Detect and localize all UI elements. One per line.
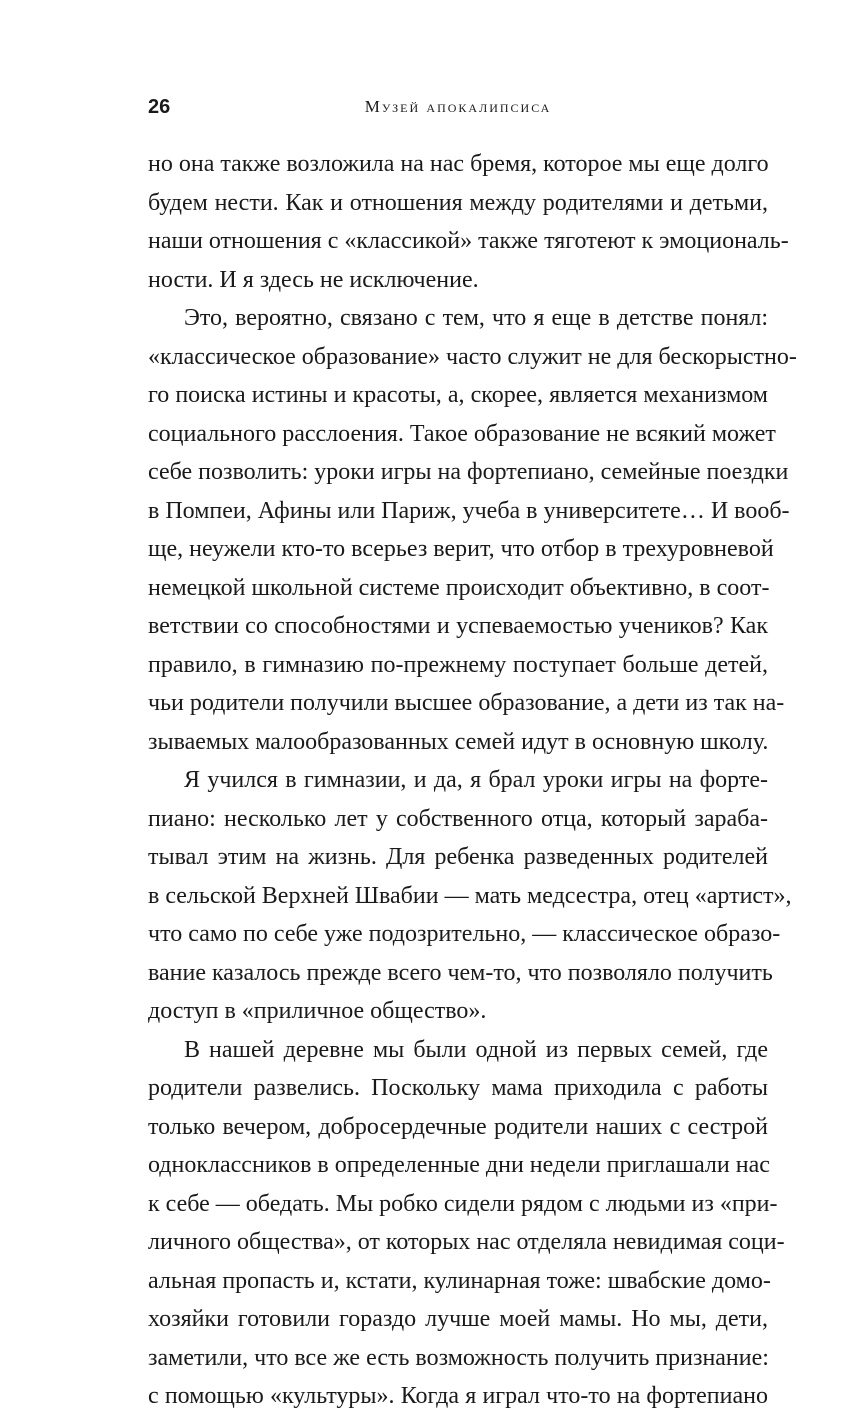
text-line: к себе — обедать. Мы робко сидели рядом с людьми из «при- [148, 1190, 778, 1217]
text-line: личного общества», от которых нас отделяла невидимая соци- [148, 1229, 785, 1255]
running-title: Музей апокалипсиса [364, 97, 552, 116]
text-line: немецкой школьной системе происходит объективно, в соот- [148, 574, 770, 601]
text-line: пиано: несколько лет у собственного отца, который зараба- [148, 805, 768, 832]
text-line: социального расслоения. Такое образование не всякий может [148, 420, 776, 447]
text-line: одноклассников в определенные дни недели приглашали нас [148, 1152, 770, 1178]
text-line: наши отношения с «классикой» также тяготеют к эмоциональ- [148, 228, 789, 254]
text-line: заметили, что все же есть возможность получить признание: [148, 1344, 769, 1371]
text-line: альная пропасть и, кстати, кулинарная тоже: швабские домо- [148, 1267, 771, 1294]
text-line: «классическое образование» часто служит не для бескорыстно- [148, 343, 797, 370]
text-line: только вечером, добросердечные родители наших с сестрой [148, 1113, 768, 1140]
text-line: но она также возложила на нас бремя, которое мы еще долго [148, 151, 769, 177]
text-line: ще, неужели кто-то всерьез верит, что отбор в трехуровневой [148, 536, 774, 562]
paragraph-first-line: Это, вероятно, связано с тем, что я еще в детстве понял: [184, 305, 768, 331]
text-line: вание казалось прежде всего чем-то, что позволяло получить [148, 959, 773, 986]
text-line: себе позволить: уроки игры на фортепиано, семейные поездки [148, 459, 789, 485]
paragraph-first-line: Я учился в гимназии, и да, я брал уроки игры на форте- [184, 767, 768, 793]
text-line: в Помпеи, Афины или Париж, учеба в университете… И вооб- [148, 497, 790, 524]
text-line: доступ в «приличное общество». [148, 998, 487, 1024]
text-line: ветствии со способностями и успеваемостью учеников? Как [148, 613, 768, 639]
text-line: зываемых малообразованных семей идут в основную школу. [148, 728, 769, 755]
text-line: правило, в гимназию по-прежнему поступает больше детей, [148, 651, 768, 678]
text-line: ности. И я здесь не исключение. [148, 266, 479, 293]
paragraph-first-line: В нашей деревне мы были одной из первых семей, где [184, 1036, 768, 1063]
page-header [148, 92, 768, 122]
text-line: чьи родители получили высшее образование, а дети из так на- [148, 690, 785, 716]
page-number: 26 [148, 96, 171, 118]
text-line: тывал этим на жизнь. Для ребенка разведенных родителей [148, 844, 768, 870]
text-body [148, 145, 797, 1416]
text-line: с помощью «культуры». Когда я играл что-то на фортепиано [148, 1383, 768, 1409]
text-line: будем нести. Как и отношения между родителями и детьми, [148, 189, 768, 216]
text-line: родители развелись. Поскольку мама приходила с работы [148, 1075, 768, 1101]
text-line: что само по себе уже подозрительно, — классическое образо- [148, 921, 781, 947]
text-line: го поиска истины и красоты, а, скорее, является механизмом [148, 382, 768, 408]
text-line: в сельской Верхней Швабии — мать медсестра, отец «артист», [148, 882, 792, 909]
text-line: хозяйки готовили гораздо лучше моей мамы. Но мы, дети, [148, 1306, 768, 1332]
